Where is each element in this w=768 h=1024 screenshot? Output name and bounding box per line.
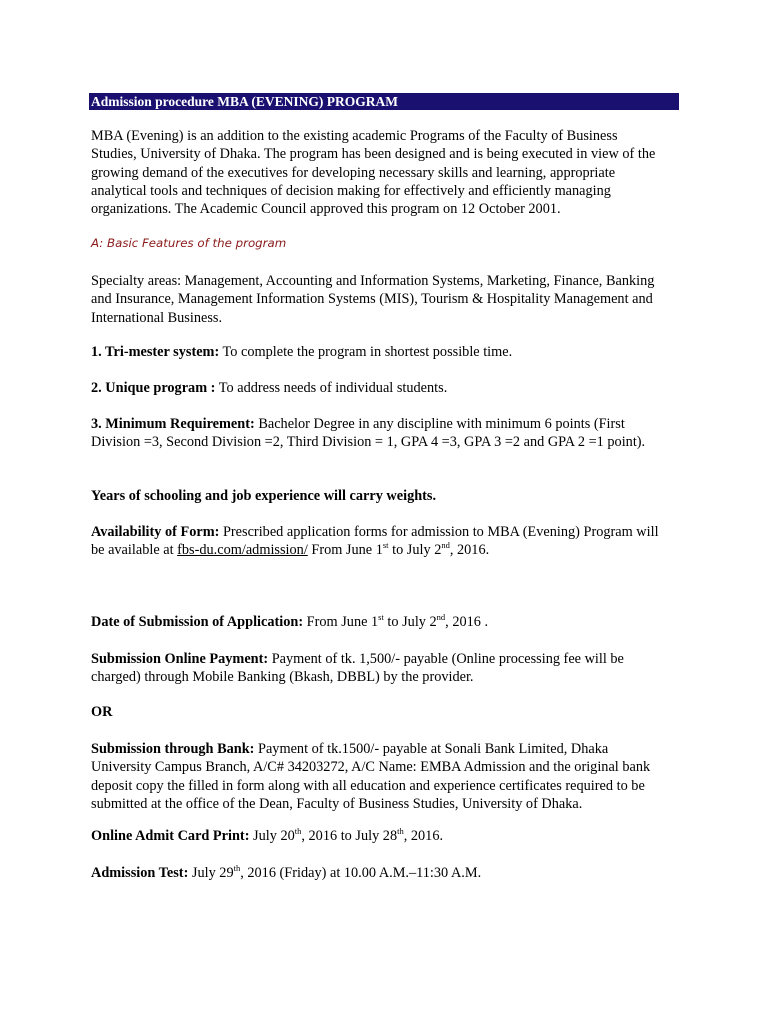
admit-text-1: July 20: [249, 828, 295, 844]
intro-paragraph: MBA (Evening) is an addition to the existing academic Programs of the Faculty of Business Studies, University of Dhaka. The program has been designed and is being executed in view of the growing demand of the executives for developing necessary skills and learning, appropriate analytical tools and techniques of decision making for effectively and efficiently managing organizations. The Academic Council approved this program on 12 October 2001.: [91, 128, 656, 218]
trimester-paragraph: [91, 343, 661, 361]
online-label: Submission Online Payment:: [91, 651, 269, 667]
form-label: Availability of Form:: [91, 524, 220, 540]
availability-paragraph: [91, 523, 661, 560]
form-text-3: to July 2: [388, 542, 442, 559]
unique-text: To address needs of individual students.: [215, 380, 448, 396]
admission-link[interactable]: fbs-du.com/admission/: [177, 542, 308, 559]
trimester-label: 1. Tri-mester system:: [91, 344, 220, 360]
date-sup-2: nd: [436, 612, 446, 623]
test-label: Admission Test:: [91, 865, 189, 881]
admission-test-paragraph: [91, 864, 661, 882]
test-text-1: July 29: [188, 865, 234, 881]
test-text-2: , 2016 (Friday) at 10.00 A.M.–11:30 A.M.: [240, 865, 482, 881]
admit-card-paragraph: [91, 827, 661, 845]
page-title: Admission procedure MBA (EVENING) PROGRAM: [89, 93, 679, 110]
or-separator: [91, 703, 661, 721]
unique-label: 2. Unique program :: [91, 380, 216, 396]
form-text-4: , 2016.: [449, 542, 490, 559]
form-text-2: From June 1: [307, 542, 383, 559]
form-text-1: Prescribed application forms for admission to MBA (Evening) Program will be available at: [91, 524, 659, 559]
date-text-2: to July 2: [383, 614, 437, 630]
bank-label: Submission through Bank:: [91, 741, 255, 757]
admit-sup-2: th: [397, 826, 404, 837]
test-sup-1: th: [233, 863, 241, 874]
bank-text: Payment of tk.1500/- payable at Sonali Bank Limited, Dhaka University Campus Branch, A/C# 34203272, A/C Name: EMBA Admission and the original bank deposit copy the filled in form along with all education and experience certificates required to be submitted at the office of the Dean, Faculty of Business Studies, University of Dhaka.: [91, 741, 651, 812]
admit-label: Online Admit Card Print:: [91, 828, 250, 844]
admit-text-2: , 2016 to July 28: [301, 828, 398, 844]
minreq-text: Bachelor Degree in any discipline with minimum 6 points (First Division =3, Second Division =2, Third Division = 1, GPA 4 =3, GPA 3 =2 and GPA 2 =1 point).: [91, 416, 646, 451]
section-a-heading: A: Basic Features of the program: [91, 236, 287, 250]
online-text: Payment of tk. 1,500/- payable (Online processing fee will be charged) through Mobile Banking (Bkash, DBBL) by the provider.: [91, 651, 624, 686]
admit-text-3: , 2016.: [403, 828, 444, 844]
online-payment-paragraph: [91, 650, 661, 687]
unique-paragraph: [91, 379, 661, 397]
bank-payment-paragraph: [91, 740, 661, 813]
admit-sup-1: th: [294, 826, 302, 837]
date-text-3: , 2016 .: [445, 614, 489, 630]
minimum-requirement-paragraph: [91, 415, 661, 452]
form-sup-2: nd: [441, 540, 450, 551]
minreq-label: 3. Minimum Requirement:: [91, 416, 255, 432]
years-note: [91, 487, 661, 505]
date-text-1: From June 1: [303, 614, 379, 630]
trimester-text: To complete the program in shortest possible time.: [219, 344, 513, 360]
or-text: OR: [91, 704, 113, 720]
form-sup-1: st: [382, 540, 389, 551]
years-note-text: Years of schooling and job experience will carry weights.: [91, 488, 437, 504]
date-sup-1: st: [378, 612, 384, 623]
submission-date-paragraph: [91, 613, 661, 631]
specialty-paragraph: Specialty areas: Management, Accounting and Information Systems, Marketing, Finance, Banking and Insurance, Management Information Systems (MIS), Tourism & Hospitality Management and International Business.: [91, 273, 655, 326]
date-label: Date of Submission of Application:: [91, 614, 304, 630]
